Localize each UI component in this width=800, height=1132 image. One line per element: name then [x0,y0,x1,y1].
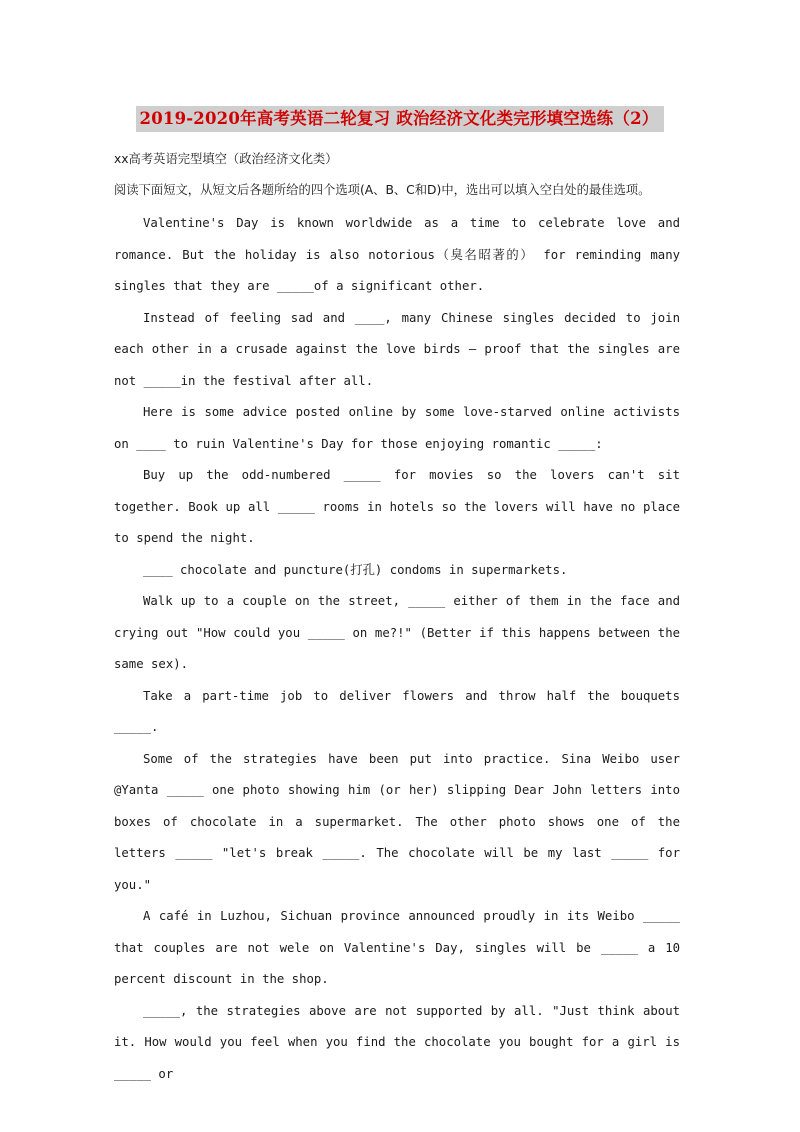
paragraph: Instead of feeling sad and ____, many Chinese singles decided to join each other in a crusade against the love birds — proof that the singles are not _____in the festival after all. [114,310,680,388]
paragraph: Walk up to a couple on the street, _____ either of them in the face and crying out "How could you _____ on me?!" (Better if this happens between the same sex). [114,594,680,671]
document-body [114,145,680,1090]
paragraph: Valentine's Day is known worldwide as a time to celebrate love and romance. But the holiday is also notorious（臭名昭著的） for reminding many singles that they are _____of a significant other. [114,216,680,293]
paragraph: ____ chocolate and puncture(打孔) condoms in supermarkets. [143,562,568,577]
paragraph: A café in Luzhou, Sichuan province announced proudly in its Weibo _____ that couples are not wele on Valentine's Day, singles will be _____ a 10 percent discount in the shop. [114,909,680,986]
paragraph: _____, the strategies above are not supported by all. "Just think about it. How would you feel when you find the chocolate you bought for a girl is _____ or [114,1003,680,1081]
document-title: 2019-2020年高考英语二轮复习 政治经济文化类完形填空选练（2） [136,106,665,132]
paragraph: Take a part-time job to deliver flowers and throw half the bouquets _____. [114,688,680,734]
instructions: 阅读下面短文，从短文后各题所给的四个选项(A、B、C和D)中，选出可以填入空白处的最佳选项。 [114,183,651,197]
paragraph: Buy up the odd-numbered _____ for movies so the lovers can't sit together. Book up all _____ rooms in hotels so the lovers will have no place to spend the night. [114,468,680,545]
paragraph: Here is some advice posted online by some love-starved online activists on ____ to ruin Valentine's Day for those enjoying romantic _____: [114,405,680,451]
title-bar [0,106,800,132]
paragraph: Some of the strategies have been put into practice. Sina Weibo user @Yanta _____ one photo showing him (or her) slipping Dear John letters into boxes of chocolate in a supermarket. The other photo shows one of the letters _____ "let's break _____. The chocolate will be my last _____ for you." [114,751,680,892]
document-subtitle: xx高考英语完型填空（政治经济文化类） [114,152,338,166]
